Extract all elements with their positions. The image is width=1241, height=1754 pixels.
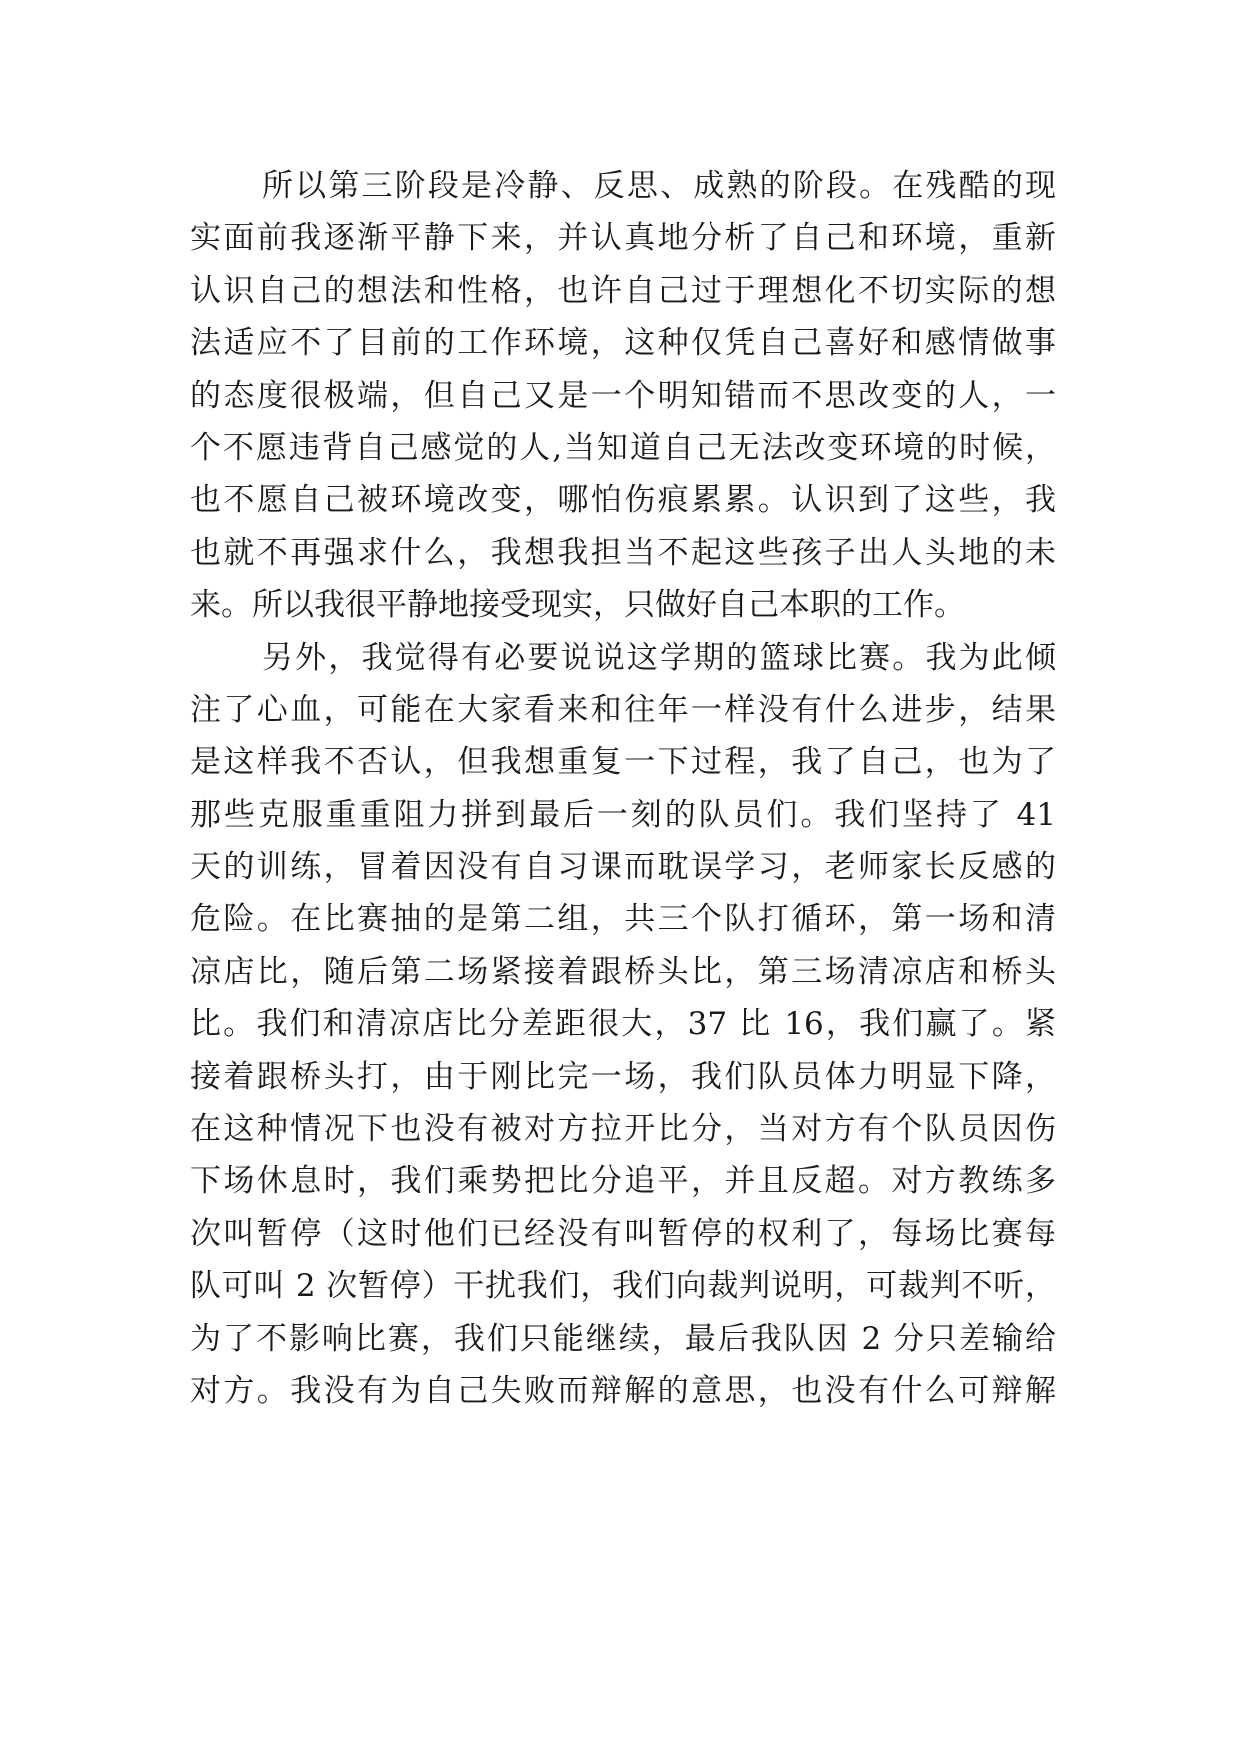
paragraph-line: 来。所以我很平静地接受现实，只做好自己本职的工作。 <box>190 587 965 624</box>
paragraph-line: 下场休息时，我们乘势把比分追平，并且反超。对方教练多 <box>190 1163 1056 1200</box>
paragraph-line: 也就不再强求什么，我想我担当不起这些孩子出人头地的未 <box>190 534 1056 571</box>
paragraph-line: 危险。在比赛抽的是第二组，共三个队打循环，第一场和清 <box>190 901 1056 938</box>
paragraph-line: 所以第三阶段是冷静、反思、成熟的阶段。在残酷的现 <box>262 168 1056 204</box>
paragraph-line: 次叫暂停（这时他们已经没有叫暂停的权利了，每场比赛每 <box>190 1215 1056 1252</box>
paragraph-line: 对方。我没有为自己失败而辩解的意思，也没有什么可辩解 <box>190 1372 1056 1409</box>
paragraph-line: 为了不影响比赛，我们只能继续，最后我队因 2 分只差输给 <box>190 1320 1056 1357</box>
body-text <box>190 160 1056 1417</box>
paragraph-line: 那些克服重重阻力拼到最后一刻的队员们。我们坚持了 41 <box>190 796 1056 833</box>
paragraph-line: 凉店比，随后第二场紧接着跟桥头比，第三场清凉店和桥头 <box>190 953 1056 990</box>
paragraph-line: 比。我们和清凉店比分差距很大，37 比 16，我们赢了。紧 <box>190 1006 1056 1043</box>
paragraph-line: 天的训练，冒着因没有自习课而耽误学习，老师家长反感的 <box>190 849 1056 886</box>
paragraph-line: 在这种情况下也没有被对方拉开比分，当对方有个队员因伤 <box>190 1111 1056 1148</box>
paragraph-line: 接着跟桥头打，由于刚比完一场，我们队员体力明显下降， <box>190 1058 1056 1095</box>
paragraph-line: 个不愿违背自己感觉的人,当知道自己无法改变环境的时候， <box>190 429 1056 466</box>
paragraph-line: 实面前我逐渐平静下来，并认真地分析了自己和环境，重新 <box>190 220 1056 257</box>
paragraph-line: 法适应不了目前的工作环境，这种仅凭自己喜好和感情做事 <box>190 325 1056 362</box>
paragraph-line: 注了心血，可能在大家看来和往年一样没有什么进步，结果 <box>190 691 1056 728</box>
paragraph-line: 是这样我不否认，但我想重复一下过程，我了自己，也为了 <box>190 744 1056 781</box>
paragraph-line: 队可叫 2 次暂停）干扰我们，我们向裁判说明，可裁判不听， <box>190 1268 1056 1305</box>
paragraph-line: 的态度很极端，但自己又是一个明知错而不思改变的人，一 <box>190 377 1056 414</box>
paragraph-line: 也不愿自己被环境改变，哪怕伤痕累累。认识到了这些，我 <box>190 482 1056 519</box>
paragraph-line: 认识自己的想法和性格，也许自己过于理想化不切实际的想 <box>190 272 1056 309</box>
paragraph-line: 另外，我觉得有必要说说这学期的篮球比赛。我为此倾 <box>262 639 1056 676</box>
